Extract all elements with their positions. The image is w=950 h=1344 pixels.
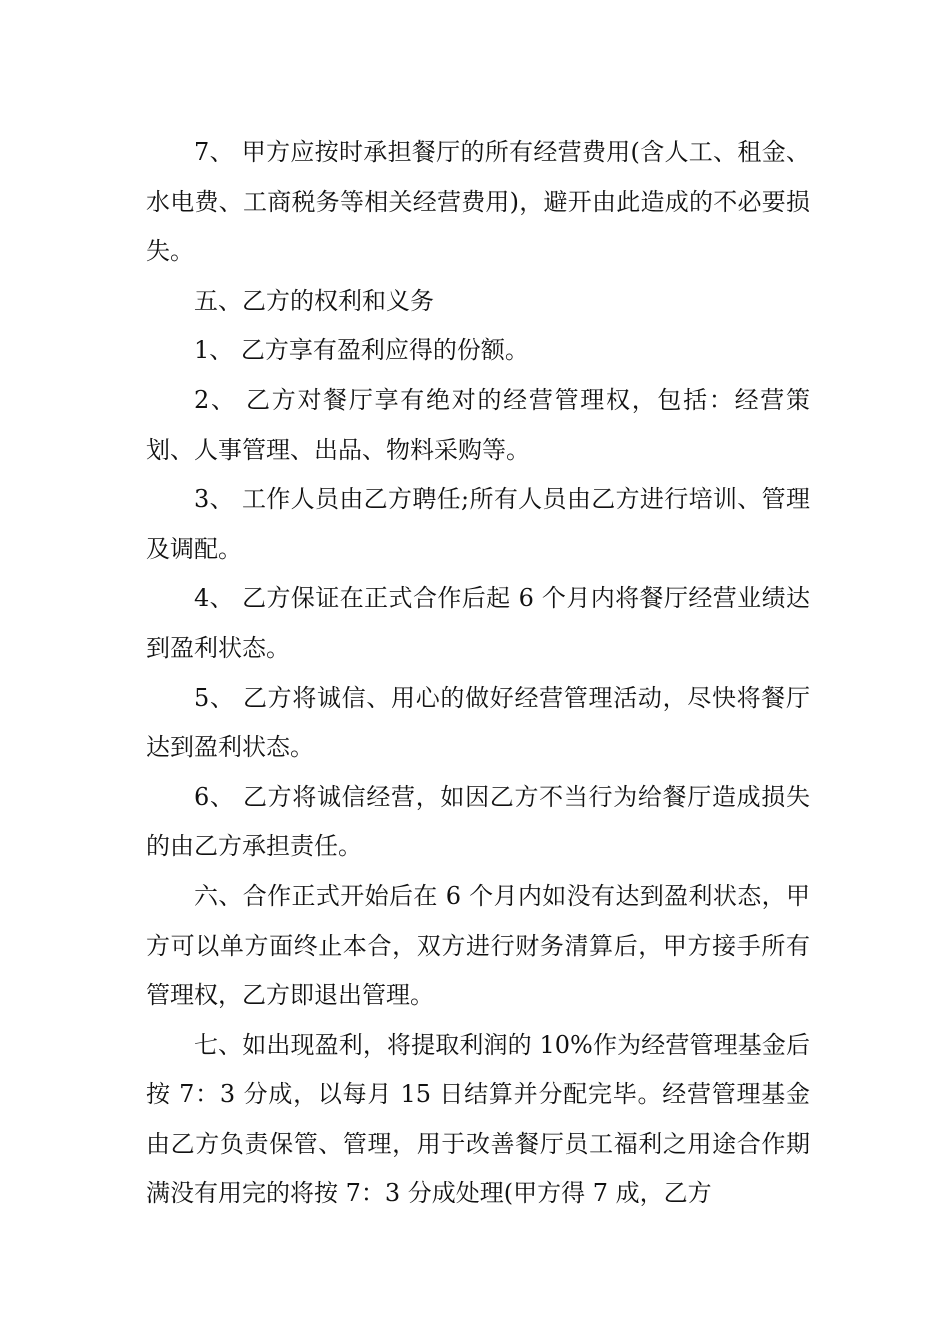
document-body: [146, 128, 810, 1219]
paragraph-clause-7: 7、 甲方应按时承担餐厅的所有经营费用(含人工、租金、水电费、工商税务等相关经营费用)，避开由此造成的不必要损失。: [146, 138, 810, 266]
paragraph-section-6: 六、合作正式开始后在 6 个月内如没有达到盈利状态，甲方可以单方面终止本合，双方进行财务清算后，甲方接手所有管理权，乙方即退出管理。: [146, 881, 810, 1010]
paragraph-clause-5: 5、 乙方将诚信、用心的做好经营管理活动，尽快将餐厅达到盈利状态。: [146, 683, 810, 762]
paragraph-clause-3: 3、 工作人员由乙方聘任;所有人员由乙方进行培训、管理及调配。: [146, 485, 810, 563]
paragraph-clause-2: 2、 乙方对餐厅享有绝对的经营管理权，包括：经营策划、人事管理、出品、物料采购等。: [146, 385, 810, 464]
paragraph-clause-1: 1、 乙方享有盈利应得的份额。: [194, 336, 529, 365]
section-heading-5: 五、乙方的权利和义务: [194, 286, 434, 315]
paragraph-clause-4: 4、 乙方保证在正式合作后起 6 个月内将餐厅经营业绩达到盈利状态。: [146, 584, 810, 662]
paragraph-clause-6: 6、 乙方将诚信经营，如因乙方不当行为给餐厅造成损失的由乙方承担责任。: [146, 782, 810, 861]
paragraph-section-7: 七、如出现盈利，将提取利润的 10%作为经营管理基金后按 7：3 分成，以每月 15 日结算并分配完毕。经营管理基金由乙方负责保管、管理，用于改善餐厅员工福利之用途合作期满没有用完的将按 7：3 分成处理(甲方得 7 成，乙方: [146, 1030, 810, 1208]
